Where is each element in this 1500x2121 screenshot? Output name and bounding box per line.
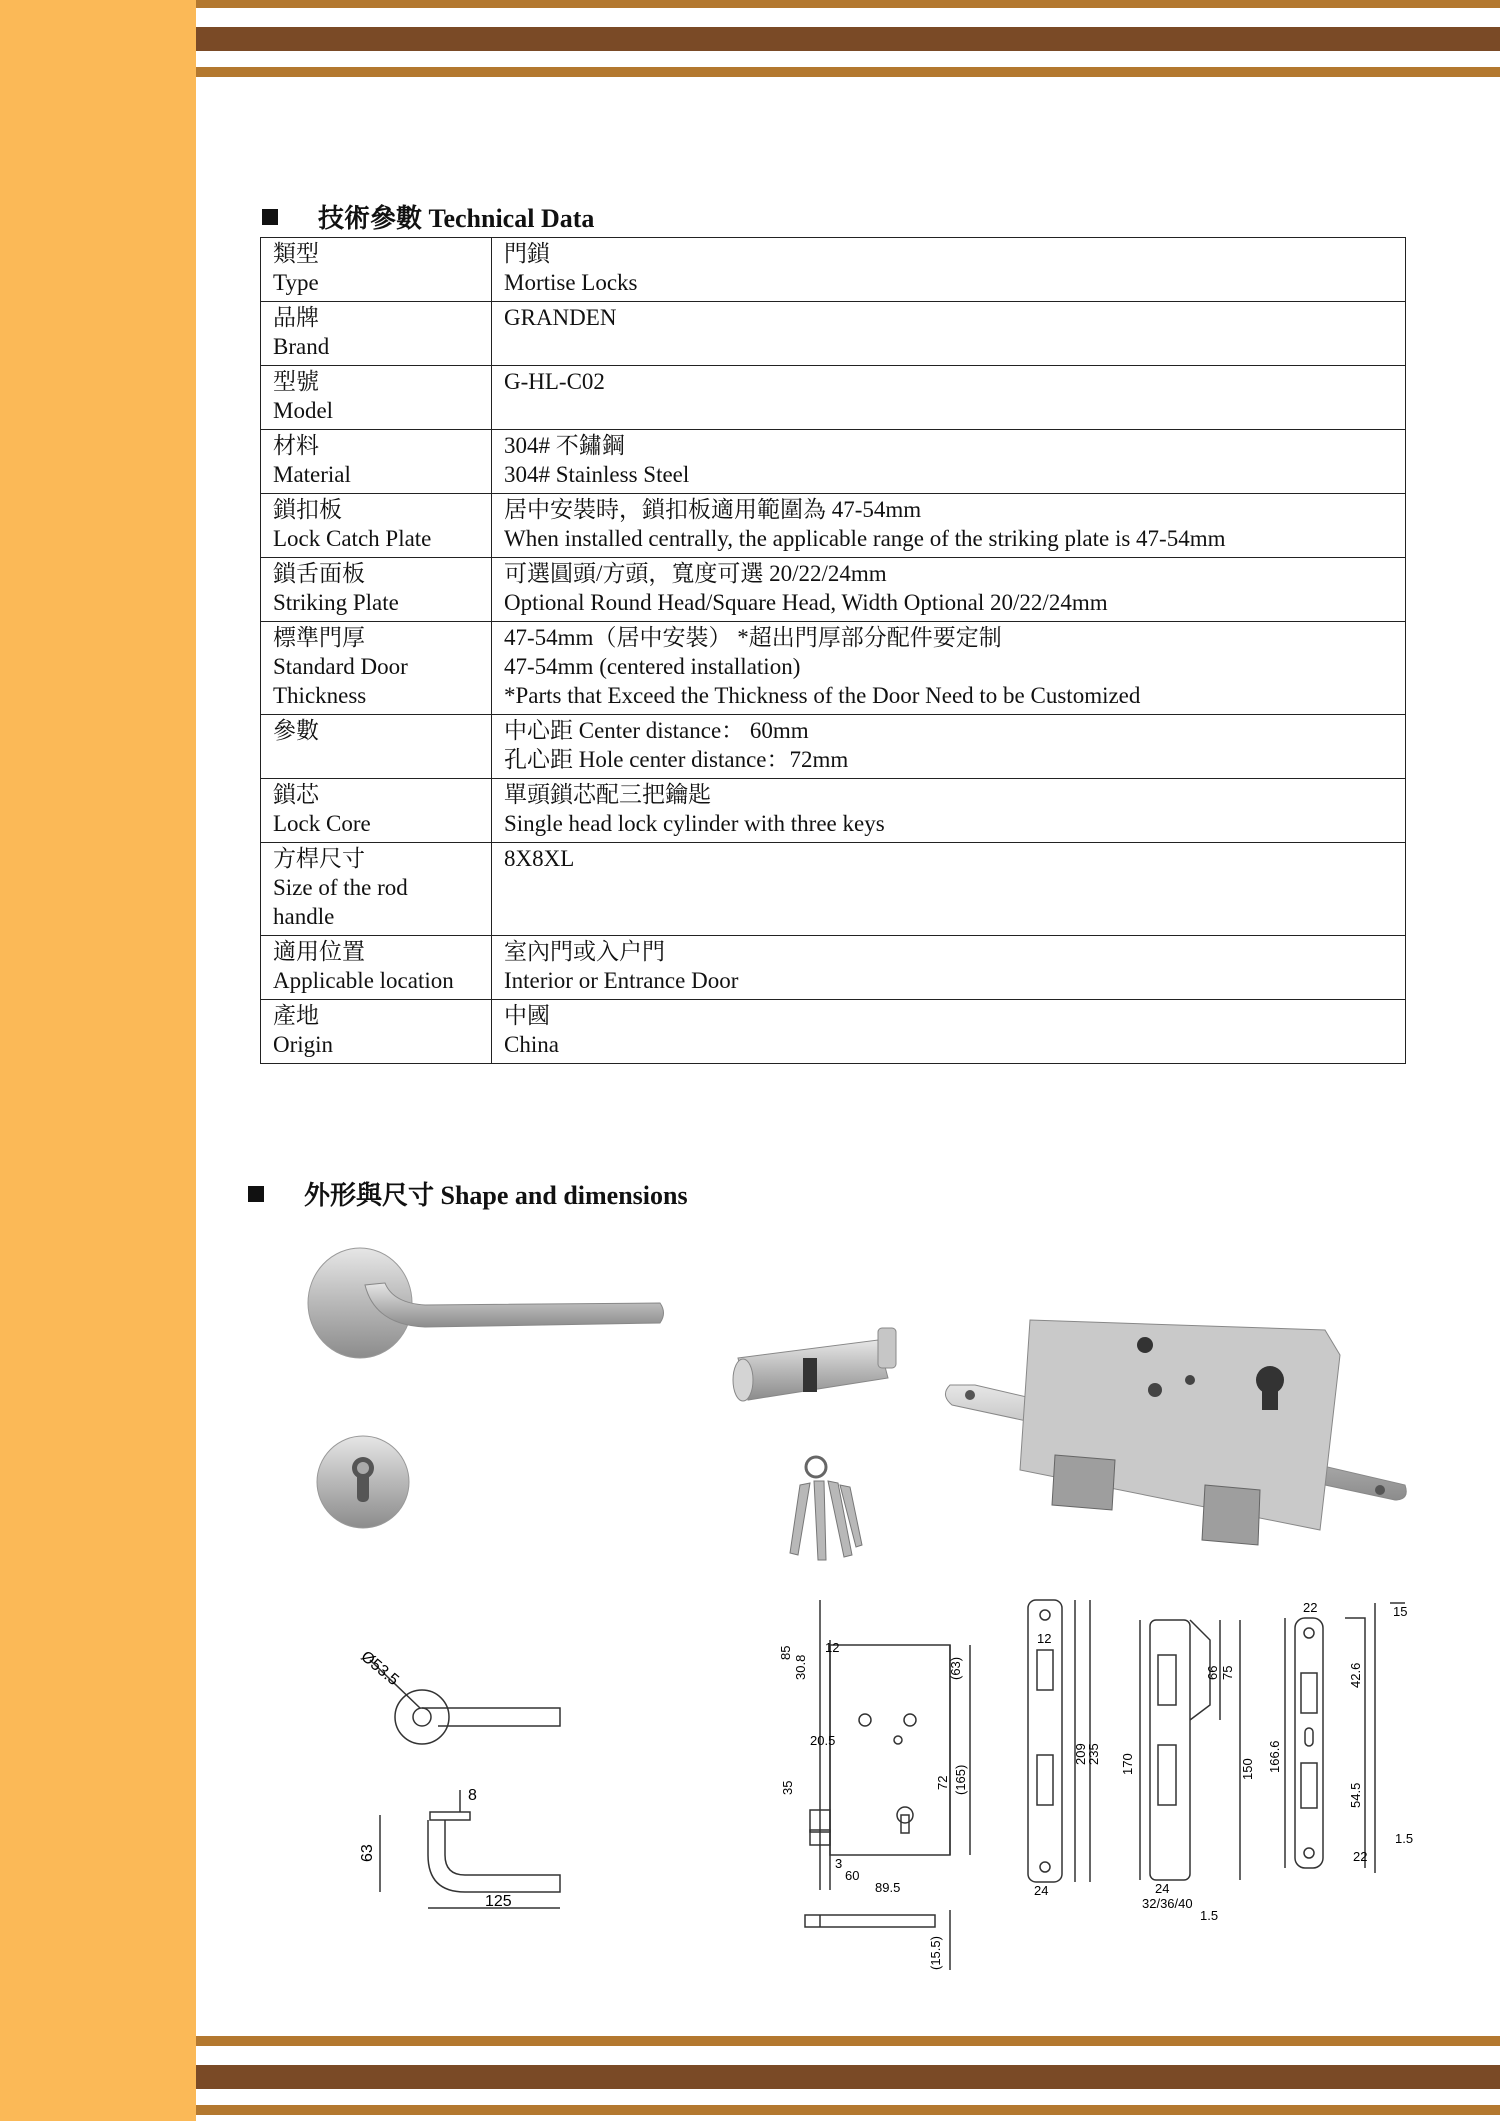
dim-lock-3: 3 <box>835 1856 843 1871</box>
dim-lock-30-8: 30.8 <box>793 1654 808 1680</box>
strike-plate-technical-drawing <box>1120 1610 1260 1923</box>
spec-key-cell <box>261 715 492 779</box>
dim-strike-75: 75 <box>1220 1665 1235 1680</box>
lever-handle-photo <box>305 1245 675 1365</box>
spec-value-line: Optional Round Head/Square Head, Width Optional 20/22/24mm <box>504 590 1108 615</box>
dim-strike-24: 24 <box>1155 1881 1170 1896</box>
technical-data-table <box>260 237 1406 1064</box>
spec-key-line: 參數 <box>273 718 319 743</box>
spec-row <box>261 238 1406 302</box>
spec-row <box>261 430 1406 494</box>
spec-value-line: 室內門或入户門 <box>504 939 665 964</box>
spec-value-line: G-HL-C02 <box>504 369 605 394</box>
dim-side-42-6: 42.6 <box>1348 1662 1363 1688</box>
spec-key-line: 鎖舌面板 <box>273 561 365 586</box>
dim-strike-range: 32/36/40 <box>1142 1896 1193 1911</box>
spec-value-line: When installed centrally, the applicable range of the striking plate is 47-54mm <box>504 526 1226 551</box>
spec-key-cell <box>261 238 492 302</box>
spec-value-cell <box>492 366 1406 430</box>
spec-key-line: Type <box>273 270 319 295</box>
dim-side-54-5: 54.5 <box>1348 1782 1363 1808</box>
spec-value-cell <box>492 622 1406 715</box>
spec-key-line: 類型 <box>273 241 319 266</box>
dim-lock-165: (165) <box>953 1764 968 1795</box>
spec-row <box>261 843 1406 936</box>
dim-faceplate-12: 12 <box>1037 1631 1052 1646</box>
spec-row <box>261 366 1406 430</box>
top-band-1 <box>196 0 1500 8</box>
spec-value-cell <box>492 558 1406 622</box>
spec-key-line: Applicable location <box>273 968 454 993</box>
handle-technical-drawing <box>350 1640 590 1920</box>
dim-handle-length: 125 <box>485 1893 512 1910</box>
dim-lock-85: 85 <box>778 1645 793 1660</box>
spec-key-line: 型號 <box>273 369 319 394</box>
spec-row <box>261 622 1406 715</box>
dim-lock-60: 60 <box>845 1868 860 1883</box>
spec-value-line: 中心距 Center distance： 60mm <box>504 718 809 743</box>
technical-data-heading <box>262 198 594 235</box>
spec-key-line: 標準門厚 <box>273 625 365 650</box>
spec-value-line: GRANDEN <box>504 305 617 330</box>
spec-key-cell <box>261 366 492 430</box>
faceplate-technical-drawing <box>1020 1595 1101 1898</box>
spec-key-cell <box>261 558 492 622</box>
spec-key-line: Size of the rod <box>273 875 408 900</box>
spec-value-line: 47-54mm (centered installation) <box>504 654 801 679</box>
spec-key-cell <box>261 494 492 558</box>
top-band-3 <box>196 67 1500 77</box>
keys-photo <box>778 1455 868 1565</box>
spec-row <box>261 494 1406 558</box>
spec-value-cell <box>492 779 1406 843</box>
dim-side-15: 15 <box>1393 1604 1408 1619</box>
spec-value-line: 304# Stainless Steel <box>504 462 690 487</box>
cylinder-escutcheon-photo <box>313 1432 413 1532</box>
spindle-technical-drawing <box>800 1905 960 1975</box>
spec-row <box>261 1000 1406 1064</box>
spec-key-line: Model <box>273 398 334 423</box>
spec-value-cell <box>492 843 1406 936</box>
spec-key-line: Origin <box>273 1032 334 1057</box>
lock-body-technical-drawing <box>780 1600 980 1900</box>
dim-side-22b: 22 <box>1353 1849 1368 1864</box>
spec-value-line: 中國 <box>504 1003 550 1028</box>
dim-handle-thickness: 8 <box>468 1787 477 1804</box>
spec-key-line: 鎖芯 <box>273 782 319 807</box>
dim-strike-170: 170 <box>1120 1753 1135 1775</box>
spec-value-cell <box>492 715 1406 779</box>
spec-key-line: Striking Plate <box>273 590 399 615</box>
spec-key-line: Lock Core <box>273 811 371 836</box>
spec-key-line: Brand <box>273 334 330 359</box>
lock-cylinder-photo <box>728 1318 908 1428</box>
spec-key-cell <box>261 1000 492 1064</box>
spec-key-line: 材料 <box>273 433 319 458</box>
dim-spindle-15-5: (15.5) <box>928 1936 943 1970</box>
side-plate-technical-drawing <box>1265 1598 1425 1888</box>
spec-key-line: 品牌 <box>273 305 319 330</box>
dim-side-1-5: 1.5 <box>1395 1831 1414 1846</box>
spec-value-cell <box>492 238 1406 302</box>
mortise-lock-body-photo <box>940 1300 1460 1560</box>
spec-value-line: 居中安裝時，鎖扣板適用範圍為 47-54mm <box>504 497 922 522</box>
dim-lock-20-5: 20.5 <box>810 1733 836 1748</box>
spec-key-line: Standard Door <box>273 654 408 679</box>
dim-strike-150: 150 <box>1240 1758 1255 1780</box>
sidebar-strip <box>0 0 196 2121</box>
spec-key-line: handle <box>273 904 335 929</box>
shape-dimensions-heading <box>248 1175 688 1212</box>
spec-row <box>261 779 1406 843</box>
spec-key-line: 產地 <box>273 1003 319 1028</box>
spec-key-line: 適用位置 <box>273 939 365 964</box>
spec-value-line: *Parts that Exceed the Thickness of the Door Need to be Customized <box>504 683 1141 708</box>
bottom-band-2 <box>196 2065 1500 2089</box>
spec-key-cell <box>261 302 492 366</box>
dim-faceplate-24: 24 <box>1034 1883 1049 1898</box>
spec-value-line: China <box>504 1032 559 1057</box>
bottom-band-3 <box>196 2105 1500 2115</box>
spec-key-cell <box>261 936 492 1000</box>
spec-key-cell <box>261 843 492 936</box>
spec-value-line: Single head lock cylinder with three keys <box>504 811 885 836</box>
spec-row <box>261 936 1406 1000</box>
dim-lock-89-5: 89.5 <box>875 1880 901 1895</box>
spec-value-line: 單頭鎖芯配三把鑰匙 <box>504 782 711 807</box>
spec-value-cell <box>492 494 1406 558</box>
spec-value-cell <box>492 430 1406 494</box>
dim-faceplate-209: 209 <box>1073 1743 1088 1765</box>
spec-key-line: Thickness <box>273 683 367 708</box>
dim-handle-height: 63 <box>359 1844 376 1862</box>
spec-value-cell <box>492 1000 1406 1064</box>
spec-value-line: 47-54mm（居中安裝） *超出門厚部分配件要定制 <box>504 625 1002 650</box>
spec-value-line: Interior or Entrance Door <box>504 968 739 993</box>
dim-faceplate-235: 235 <box>1086 1743 1101 1765</box>
spec-key-cell <box>261 430 492 494</box>
square-bullet-icon <box>248 1186 264 1202</box>
spec-value-line: 門鎖 <box>504 241 550 266</box>
spec-key-line: Material <box>273 462 351 487</box>
spec-value-cell <box>492 936 1406 1000</box>
spec-value-line: 304# 不鏽鋼 <box>504 433 625 458</box>
dim-side-22: 22 <box>1303 1600 1318 1615</box>
dim-strike-66: 66 <box>1205 1665 1220 1680</box>
spec-key-line: Lock Catch Plate <box>273 526 432 551</box>
spec-key-line: 鎖扣板 <box>273 497 342 522</box>
dim-handle-diameter: Ø53.5 <box>357 1648 402 1690</box>
dim-lock-12: 12 <box>825 1640 840 1655</box>
dim-lock-63: (63) <box>948 1656 963 1680</box>
bottom-band-1 <box>196 2036 1500 2046</box>
square-bullet-icon <box>262 209 278 225</box>
spec-value-cell <box>492 302 1406 366</box>
top-band-2 <box>196 27 1500 51</box>
dim-strike-1-5: 1.5 <box>1200 1908 1219 1923</box>
spec-key-cell <box>261 622 492 715</box>
spec-key-line: 方桿尺寸 <box>273 846 365 871</box>
spec-row <box>261 558 1406 622</box>
spec-value-line: 8X8XL <box>504 846 575 871</box>
technical-data-title: 技術參數 Technical Data <box>318 204 595 233</box>
dim-lock-72: 72 <box>935 1775 950 1790</box>
spec-value-line: 孔心距 Hole center distance：72mm <box>504 747 849 772</box>
spec-key-cell <box>261 779 492 843</box>
spec-row <box>261 715 1406 779</box>
dim-side-166-6: 166.6 <box>1267 1740 1282 1773</box>
spec-value-line: 可選圓頭/方頭，寬度可選 20/22/24mm <box>504 561 887 586</box>
spec-row <box>261 302 1406 366</box>
spec-value-line: Mortise Locks <box>504 270 638 295</box>
shape-dimensions-title: 外形與尺寸 Shape and dimensions <box>304 1181 688 1210</box>
dim-lock-35: 35 <box>780 1780 795 1795</box>
